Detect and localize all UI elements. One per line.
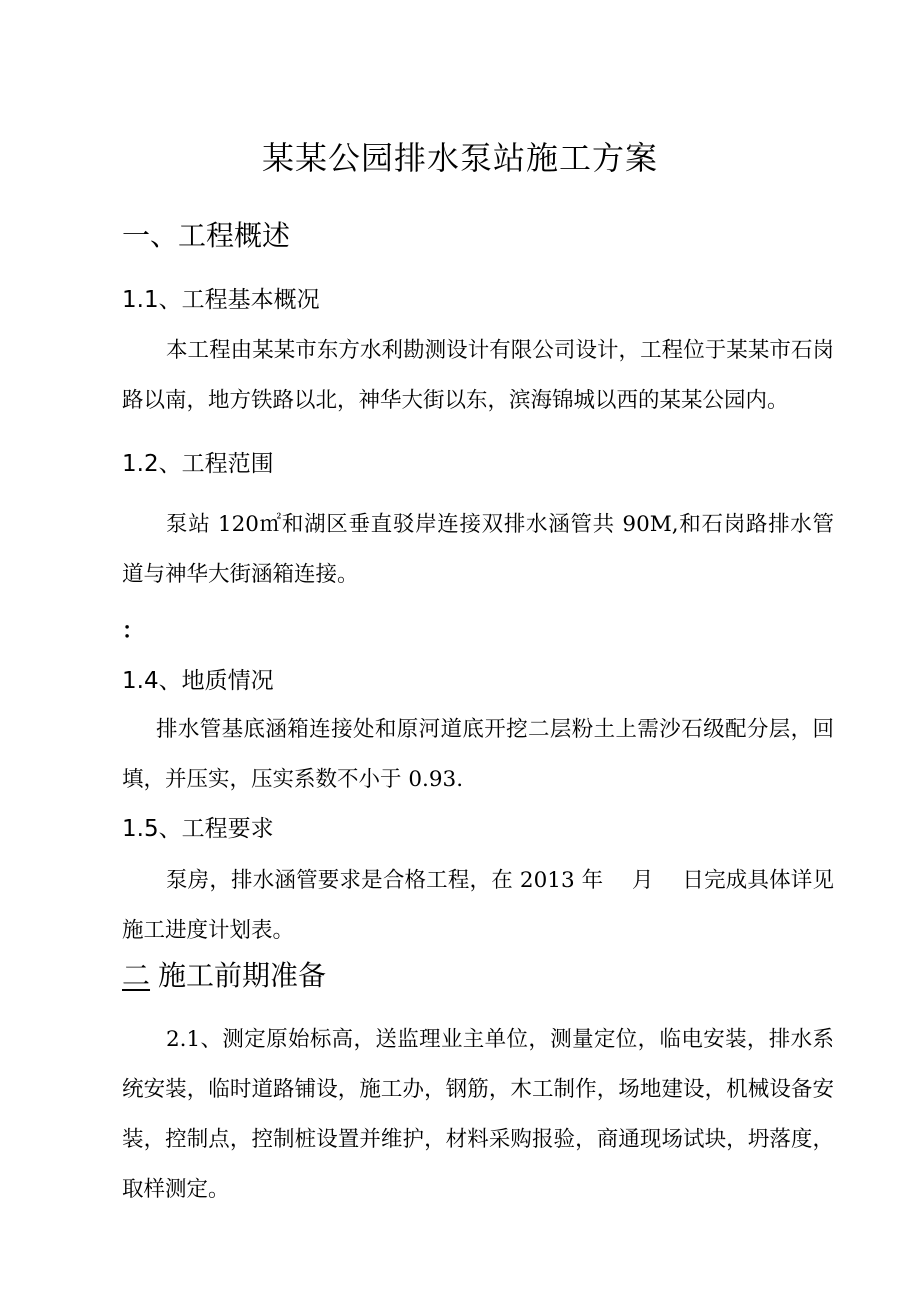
subsection-2-1-paragraph: 2.1、测定原始标高，送监理业主单位，测量定位，临电安装，排水系统安装，临时道路铺设，施工办，钢筋，木工制作，场地建设，机械设备安装，控制点，控制桩设置并维护，材料采购报验，商通现场试块，坍落度，取样测定。	[122, 1027, 834, 1202]
subsection-1-1-heading: 1.1、工程基本概况	[122, 287, 320, 313]
section-2-heading-number: 二	[122, 959, 151, 992]
section-2-heading	[122, 954, 326, 998]
document-title: 某某公园排水泵站施工方案	[261, 139, 658, 177]
section-2-heading-text: 施工前期准备	[158, 959, 327, 992]
subsection-1-5-paragraph: 泵房，排水涵管要求是合格工程，在 2013 年 月 日完成具体详见施工进度计划表。	[122, 868, 834, 943]
section-1-heading: 一、工程概述	[122, 219, 291, 252]
subsection-1-4-paragraph: 排水管基底涵箱连接处和原河道底开挖二层粉土上需沙石级配分层，回填，并压实，压实系数不小于 0.93.	[122, 717, 834, 792]
subsection-1-4-heading: 1.4、地质情况	[122, 668, 274, 694]
subsection-1-1-paragraph: 本工程由某某市东方水利勘测设计有限公司设计，工程位于某某市石岗路以南，地方铁路以北，神华大街以东，滨海锦城以西的某某公园内。	[122, 338, 834, 413]
subsection-1-5-heading: 1.5、工程要求	[122, 816, 274, 842]
subsection-1-2-heading: 1.2、工程范围	[122, 451, 274, 477]
subsection-1-2-paragraph: 泵站 120㎡和湖区垂直驳岸连接双排水涵管共 90M,和石岗路排水管道与神华大街涵箱连接。	[122, 512, 834, 587]
stray-colon-mark: ：	[122, 619, 145, 644]
